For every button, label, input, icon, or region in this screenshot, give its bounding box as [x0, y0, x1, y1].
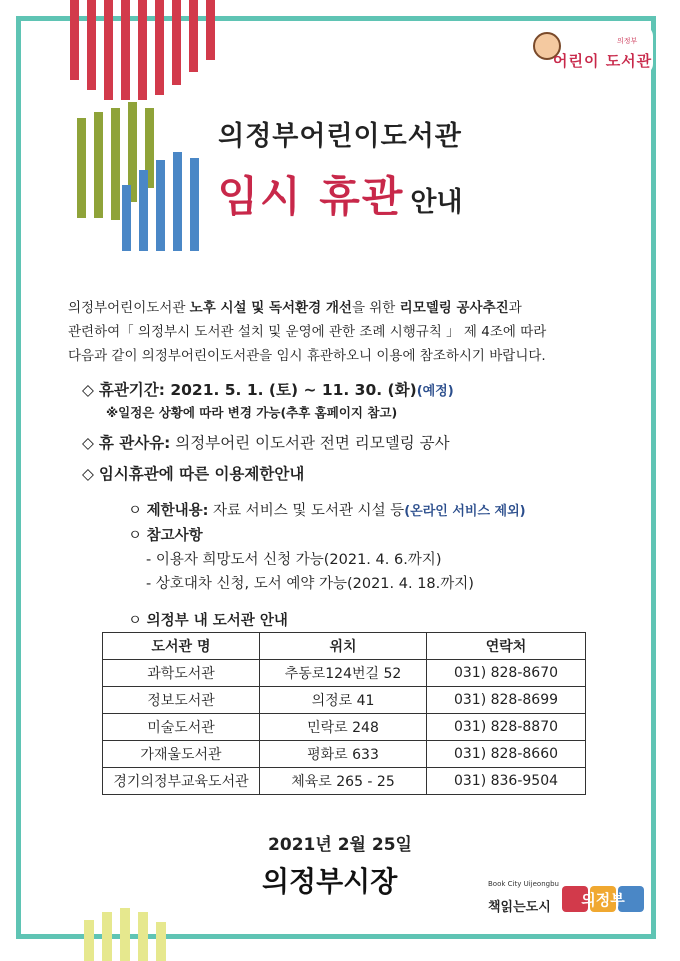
notice-title-suffix: 안내: [410, 187, 463, 218]
intro-line-3: 다음과 같이 의정부어린이도서관을 임시 휴관하오니 이용에 참조하시기 바랍니다.: [68, 348, 546, 364]
libraries-label: 의정부 내 도서관 안내: [146, 613, 288, 629]
library-name-cell: 가재울도서관: [103, 741, 260, 768]
contact-cell: 031) 828-8699: [427, 687, 586, 714]
brand-english: Book City Uijeongbu: [488, 880, 559, 888]
restriction-label: 제한내용:: [146, 503, 209, 519]
notice-date: 2021년 2월 25일: [268, 835, 412, 855]
reference-item: - 상호대차 신청, 도서 예약 가능(2021. 4. 18.까지): [146, 576, 474, 592]
contact-cell: 031) 828-8660: [427, 741, 586, 768]
book-city-logo: [488, 880, 650, 920]
childrens-library-logo: [525, 26, 653, 74]
library-name-cell: 경기의정부교육도서관: [103, 768, 260, 795]
reference-label: 참고사항: [146, 528, 203, 544]
contact-cell: 031) 836-9504: [427, 768, 586, 795]
reference-item: - 이용자 희망도서 신청 가능(2021. 4. 6.까지): [146, 552, 442, 568]
contact-cell: 031) 828-8670: [427, 660, 586, 687]
uijeongbu-mark-icon: [562, 886, 646, 912]
intro-text: 을 위한: [351, 300, 400, 316]
closure-reason-label: 휴 관사유:: [98, 434, 171, 452]
logo-text: 어린이 도서관: [553, 52, 653, 70]
usage-restriction-heading: [82, 462, 304, 484]
intro-bold-2: 리모델링 공사추진: [399, 300, 509, 316]
diamond-bullet-icon: ◇: [82, 465, 94, 483]
circle-bullet-icon: ㅇ: [128, 528, 143, 544]
closure-reason-value: 의정부어린 이도서관 전면 리모델링 공사: [170, 434, 450, 452]
location-cell: 민락로 248: [260, 714, 427, 741]
location-cell: 의정로 41: [260, 687, 427, 714]
restriction-tag: (온라인 서비스 제외): [404, 504, 526, 519]
closure-period-label: 휴관기간:: [98, 381, 165, 399]
intro-text: 과: [508, 300, 522, 316]
intro-paragraph: [68, 296, 628, 368]
intro-line-2: 관련하여「 의정부시 도서관 설치 및 운영에 관한 조례 시행규칙 」 제 4조에 따라: [68, 324, 547, 340]
library-name-cell: 정보도서관: [103, 687, 260, 714]
closure-period-value: 2021. 5. 1. (토) ~ 11. 30. (화): [164, 381, 417, 399]
diamond-bullet-icon: ◇: [82, 434, 94, 452]
notice-title: [0, 164, 680, 224]
table-row: [103, 714, 586, 741]
circle-bullet-icon: ㅇ: [128, 613, 143, 629]
restriction-value: 자료 서비스 및 도서관 시설 등: [208, 503, 405, 519]
restriction-content: [128, 499, 526, 520]
closure-reason: [82, 431, 450, 453]
brand-mark-text: 의정부: [581, 891, 625, 909]
closure-period: [82, 378, 454, 400]
usage-restriction-label: 임시휴관에 따른 이용제한안내: [98, 465, 305, 483]
logo-small-text: 의정부: [617, 37, 638, 45]
library-table: [102, 632, 586, 795]
closure-period-tag: (예정): [416, 384, 454, 399]
notice-title-main: 임시 휴관: [217, 172, 405, 221]
diamond-bullet-icon: ◇: [82, 381, 94, 399]
library-name-cell: 과학도서관: [103, 660, 260, 687]
reference-heading: [128, 524, 203, 545]
libraries-heading: [128, 609, 288, 630]
location-cell: 추동로124번길 52: [260, 660, 427, 687]
location-cell: 체육로 265 - 25: [260, 768, 427, 795]
location-cell: 평화로 633: [260, 741, 427, 768]
intro-bold-1: 노후 시설 및 독서환경 개선: [189, 300, 352, 316]
library-title: 의정부어린이도서관: [218, 121, 462, 152]
schedule-note: ※일정은 상황에 따라 변경 가능(추후 홈페이지 참고): [106, 405, 398, 420]
table-row: [103, 768, 586, 795]
library-name-cell: 미술도서관: [103, 714, 260, 741]
header-library-name: 도서관 명: [103, 633, 260, 660]
brand-korean: 책읽는도시: [488, 900, 551, 915]
table-row: [103, 741, 586, 768]
contact-cell: 031) 828-8870: [427, 714, 586, 741]
intro-text: 의정부어린이도서관: [68, 300, 190, 316]
intro-line-1: [68, 296, 628, 320]
table-row: [103, 660, 586, 687]
table-row: [103, 687, 586, 714]
issuer-title: 의정부시장: [262, 865, 398, 898]
table-header-row: [103, 633, 586, 660]
circle-bullet-icon: ㅇ: [128, 503, 143, 519]
header-location: 위치: [260, 633, 427, 660]
header-contact: 연락처: [427, 633, 586, 660]
